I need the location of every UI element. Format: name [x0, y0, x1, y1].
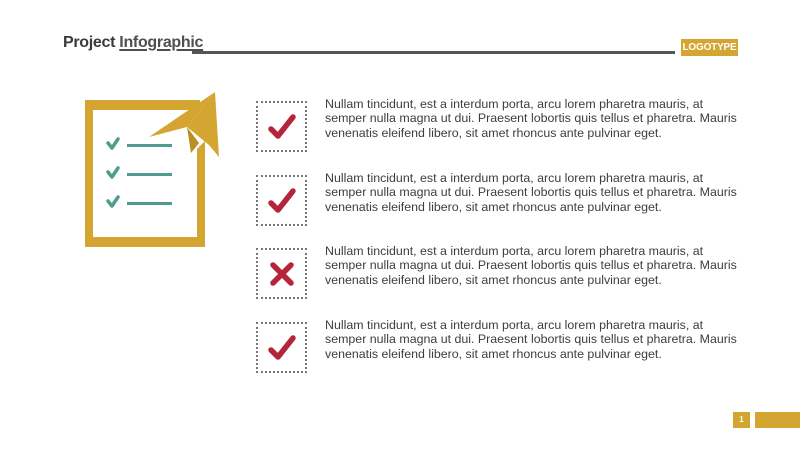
item-text: Nullam tincidunt, est a interdum porta, arcu lorem pharetra mauris, at semper nulla magna ut dui. Praesent lobortis quis tellus et pharetra. Mauris venenatis eleifend libero, sit amet rhoncus ante pulvinar eget.: [325, 318, 737, 361]
checkmark-icon: [267, 333, 297, 363]
item-text: Nullam tincidunt, est a interdum porta, arcu lorem pharetra mauris, at semper nulla magna ut dui. Praesent lobortis quis tellus et pharetra. Mauris venenatis eleifend libero, sit amet rhoncus ante pulvinar eget.: [325, 97, 737, 140]
list-item: [256, 244, 736, 304]
list-item: [256, 171, 736, 231]
item-text: Nullam tincidunt, est a interdum porta, arcu lorem pharetra mauris, at semper nulla magna ut dui. Praesent lobortis quis tellus et pharetra. Mauris venenatis eleifend libero, sit amet rhoncus ante pulvinar eget.: [325, 244, 737, 287]
item-text: Nullam tincidunt, est a interdum porta, arcu lorem pharetra mauris, at semper nulla magna ut dui. Praesent lobortis quis tellus et pharetra. Mauris venenatis eleifend libero, sit amet rhoncus ante pulvinar eget.: [325, 171, 737, 214]
clipboard-checklist-paper-plane-icon: [85, 85, 230, 255]
cross-icon: [267, 259, 297, 289]
page-title-part2: Infographic: [119, 34, 204, 51]
page-title-part1: Project: [63, 34, 120, 51]
header-divider: [192, 51, 675, 54]
status-box: [256, 322, 307, 373]
page-title: [63, 34, 203, 52]
status-box: [256, 248, 307, 299]
checkmark-icon: [267, 112, 297, 142]
list-item: [256, 318, 736, 378]
status-box: [256, 175, 307, 226]
checkmark-icon: [267, 186, 297, 216]
status-box: [256, 101, 307, 152]
footer-bar: [755, 412, 800, 428]
logo: LOGOTYPE: [681, 39, 738, 56]
page-number: 1: [733, 412, 750, 428]
list-item: [256, 97, 736, 157]
